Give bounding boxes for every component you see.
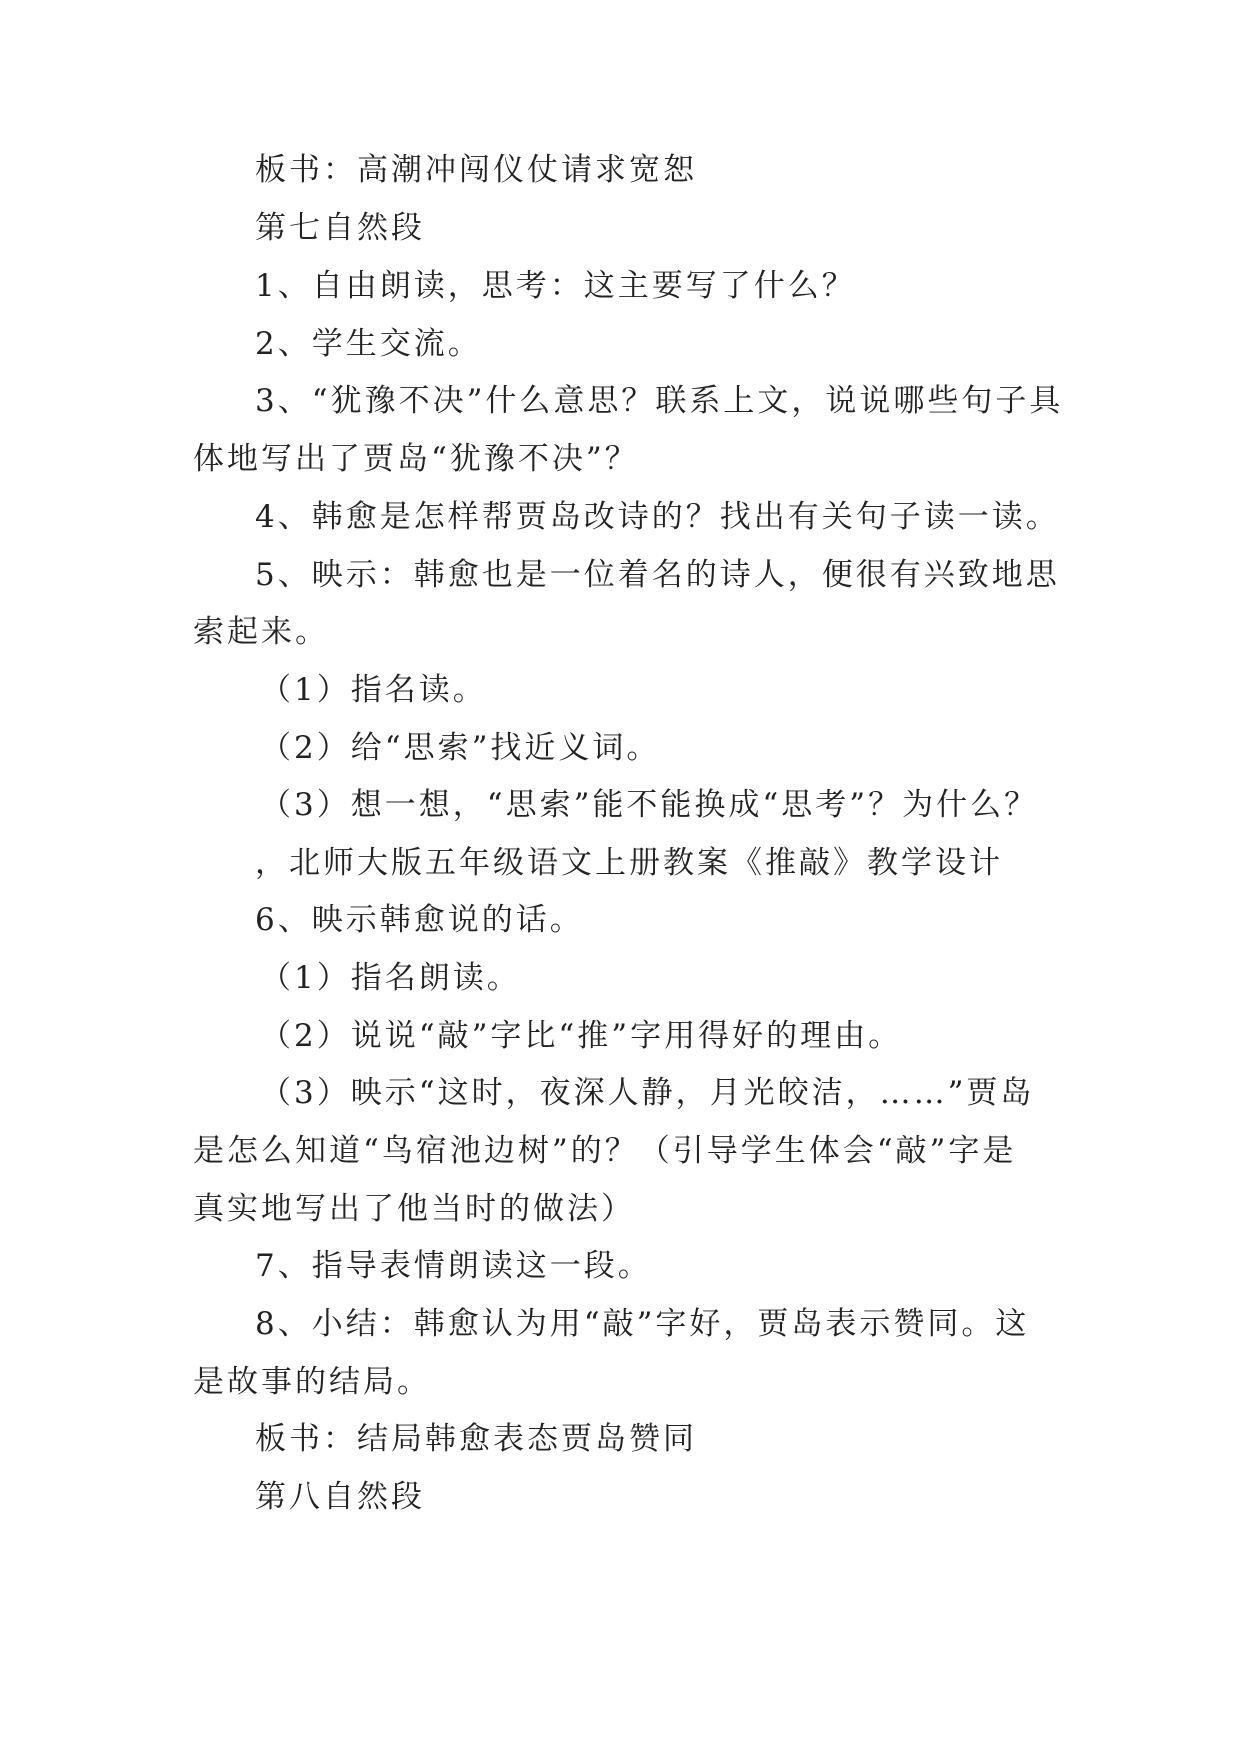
step-7: 7、指导表情朗读这一段。 xyxy=(255,1248,652,1284)
step-2: 2、学生交流。 xyxy=(255,326,482,362)
board-note-ending: 板书：结局韩愈表态贾岛赞同 xyxy=(255,1421,697,1457)
step-8: 8、小结：韩愈认为用“敲”字好，贾岛表示赞同。这 xyxy=(255,1306,1030,1342)
heading-paragraph-7: 第七自然段 xyxy=(255,210,425,246)
step-6: 6、映示韩愈说的话。 xyxy=(255,902,584,938)
step-6-sub-3-continued-b: 真实地写出了他当时的做法） xyxy=(193,1191,635,1227)
step-4: 4、韩愈是怎样帮贾岛改诗的？找出有关句子读一读。 xyxy=(255,499,1060,535)
step-5-continued: 索起来。 xyxy=(193,614,329,650)
step-5-sub-2: （2）给“思索”找近义词。 xyxy=(260,730,661,766)
step-5-sub-3: （3）想一想，“思索”能不能换成“思考”？为什么？ xyxy=(260,787,1039,823)
step-6-sub-3-continued-a: 是怎么知道“鸟宿池边树”的？（引导学生体会“敲”字是 xyxy=(193,1133,1017,1169)
step-6-sub-3: （3）映示“这时，夜深人静，月光皎洁，……”贾岛 xyxy=(260,1075,1035,1111)
board-note-climax: 板书：高潮冲闯仪仗请求宽恕 xyxy=(255,152,697,188)
step-3: 3、“犹豫不决”什么意思？联系上文，说说哪些句子具 xyxy=(255,383,1064,419)
step-3-continued: 体地写出了贾岛“犹豫不决”？ xyxy=(193,441,639,477)
heading-paragraph-8: 第八自然段 xyxy=(255,1479,425,1515)
step-6-sub-1: （1）指名朗读。 xyxy=(260,960,521,996)
step-6-sub-2: （2）说说“敲”字比“推”字用得好的理由。 xyxy=(260,1018,903,1054)
step-8-continued: 是故事的结局。 xyxy=(193,1364,431,1400)
step-5: 5、映示：韩愈也是一位着名的诗人，便很有兴致地思 xyxy=(255,557,1060,593)
step-1: 1、自由朗读，思考：这主要写了什么？ xyxy=(255,268,856,304)
inserted-title-line: ，北师大版五年级语文上册教案《推敲》教学设计 xyxy=(255,845,1003,881)
step-5-sub-1: （1）指名读。 xyxy=(260,672,487,708)
